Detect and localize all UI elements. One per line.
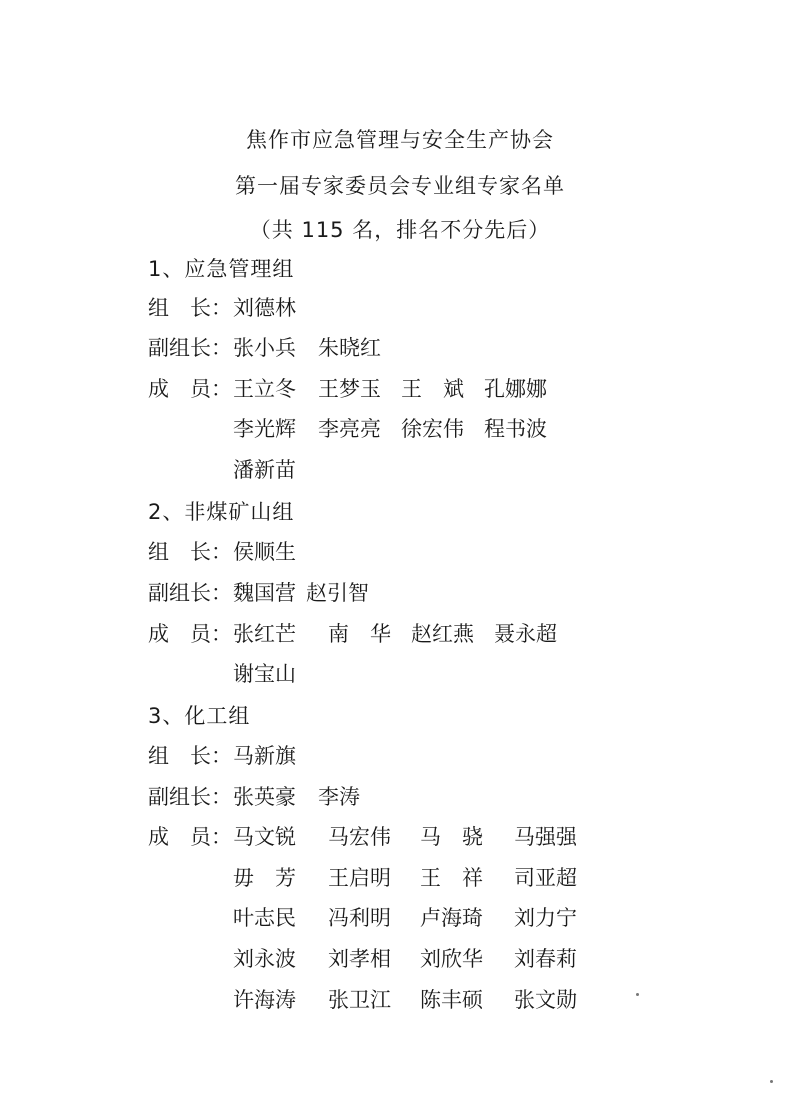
member-name: 张文勋 — [514, 988, 577, 1012]
member-name: 张红芒 — [233, 622, 296, 646]
member-name: 李亮亮 — [318, 417, 381, 441]
member-name: 马强强 — [514, 825, 577, 849]
leader-label: 组 长： — [148, 540, 232, 564]
member-name: 卢海琦 — [420, 906, 483, 930]
member-name: 刘孝相 — [328, 947, 391, 971]
deputy-name: 魏国营 — [233, 581, 296, 605]
group-heading-chemical: 3、化工组 — [148, 704, 251, 728]
leader-label: 组 长： — [148, 744, 232, 768]
document-title-line-3: （共 115 名，排名不分先后） — [249, 218, 551, 242]
deputy-label: 副组长： — [148, 581, 232, 605]
member-name: 谢宝山 — [233, 662, 296, 686]
members-label: 成 员： — [148, 825, 232, 849]
deputy-name: 张英豪 — [233, 785, 296, 809]
member-name: 程书波 — [484, 417, 547, 441]
member-name: 王立冬 — [233, 377, 296, 401]
member-name: 聂永超 — [494, 622, 557, 646]
member-name: 陈丰硕 — [420, 988, 483, 1012]
member-name: 王启明 — [328, 866, 391, 890]
deputy-label: 副组长： — [148, 336, 232, 360]
member-name: 王 斌 — [401, 377, 464, 401]
leader-name: 刘德林 — [233, 296, 296, 320]
member-name: 王 祥 — [420, 866, 483, 890]
members-label: 成 员： — [148, 622, 232, 646]
member-name: 刘力宁 — [514, 906, 577, 930]
leader-label: 组 长： — [148, 296, 232, 320]
member-name: 冯利明 — [328, 906, 391, 930]
member-name: 刘欣华 — [420, 947, 483, 971]
member-name: 王梦玉 — [318, 377, 381, 401]
member-name: 刘春莉 — [514, 947, 577, 971]
member-name: 赵红燕 — [411, 622, 474, 646]
member-name: 南 华 — [328, 622, 391, 646]
document-title-line-2: 第一届专家委员会专业组专家名单 — [235, 174, 565, 198]
member-name: 马 骁 — [420, 825, 483, 849]
member-name: 李光辉 — [233, 417, 296, 441]
member-name: 孔娜娜 — [484, 377, 547, 401]
member-name: 马文锐 — [233, 825, 296, 849]
scan-speck — [636, 993, 639, 996]
deputy-label: 副组长： — [148, 785, 232, 809]
member-name: 许海涛 — [233, 988, 296, 1012]
deputy-name: 李涛 — [318, 785, 360, 809]
deputy-name: 朱晓红 — [318, 336, 381, 360]
leader-name: 马新旗 — [233, 744, 296, 768]
member-name: 毋 芳 — [233, 866, 296, 890]
members-label: 成 员： — [148, 377, 232, 401]
member-name: 徐宏伟 — [401, 417, 464, 441]
member-name: 叶志民 — [233, 906, 296, 930]
member-name: 刘永波 — [233, 947, 296, 971]
document-title-line-1: 焦作市应急管理与安全生产协会 — [246, 128, 554, 152]
deputy-name: 赵引智 — [306, 581, 369, 605]
member-name: 司亚超 — [514, 866, 577, 890]
group-heading-emergency: 1、应急管理组 — [148, 257, 295, 281]
member-name: 潘新苗 — [233, 458, 296, 482]
member-name: 张卫江 — [328, 988, 391, 1012]
deputy-name: 张小兵 — [233, 336, 296, 360]
leader-name: 侯顺生 — [233, 540, 296, 564]
member-name: 马宏伟 — [328, 825, 391, 849]
scan-speck — [770, 1080, 773, 1083]
group-heading-non-coal-mine: 2、非煤矿山组 — [148, 500, 295, 524]
